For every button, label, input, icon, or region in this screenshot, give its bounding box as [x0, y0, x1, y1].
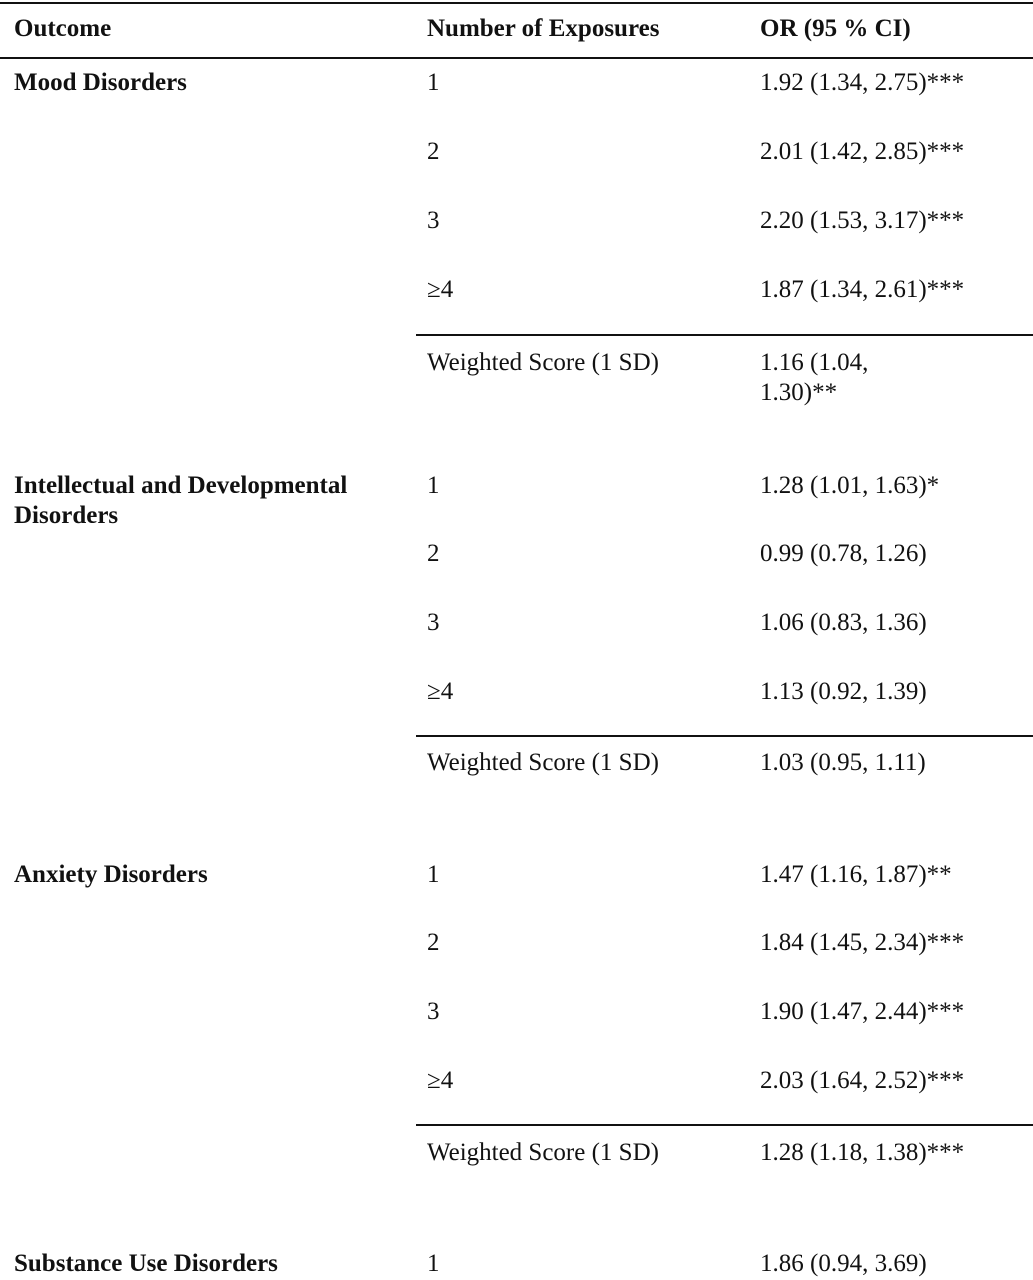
odds-ratio-ci: 1.06 (0.83, 1.36)	[760, 609, 927, 636]
odds-ratio-ci-continued: 1.30)**	[760, 379, 838, 406]
outcome-label: Substance Use Disorders	[14, 1250, 278, 1277]
exposure-count: 1	[427, 69, 440, 96]
outcome-label: Intellectual and Developmental	[14, 472, 348, 499]
weighted-score-label: Weighted Score (1 SD)	[427, 349, 659, 376]
odds-ratio-ci: 1.84 (1.45, 2.34)***	[760, 929, 965, 956]
header-or-ci: OR (95 % CI)	[760, 15, 911, 42]
odds-ratio-ci: 1.87 (1.34, 2.61)***	[760, 276, 965, 303]
outcome-label: Anxiety Disorders	[14, 861, 208, 888]
odds-ratio-ci: 1.03 (0.95, 1.11)	[760, 749, 926, 776]
odds-ratio-ci: 1.28 (1.18, 1.38)***	[760, 1139, 965, 1166]
section-rule	[416, 334, 1033, 336]
table-header-rule	[0, 57, 1033, 59]
weighted-score-label: Weighted Score (1 SD)	[427, 1139, 659, 1166]
odds-ratio-ci: 0.99 (0.78, 1.26)	[760, 540, 927, 567]
outcome-label: Mood Disorders	[14, 69, 187, 96]
odds-ratio-ci: 1.90 (1.47, 2.44)***	[760, 998, 965, 1025]
exposure-count: ≥4	[427, 276, 454, 303]
odds-ratio-ci: 1.92 (1.34, 2.75)***	[760, 69, 965, 96]
exposure-count: 2	[427, 138, 440, 165]
header-number-of-exposures: Number of Exposures	[427, 15, 660, 42]
header-outcome: Outcome	[14, 15, 112, 42]
exposure-count: 3	[427, 998, 440, 1025]
exposure-count: 1	[427, 1250, 440, 1277]
exposure-count: 3	[427, 207, 440, 234]
exposure-count: 2	[427, 540, 440, 567]
weighted-score-label: Weighted Score (1 SD)	[427, 749, 659, 776]
exposure-count: 1	[427, 861, 440, 888]
exposure-count: 2	[427, 929, 440, 956]
odds-ratio-ci: 1.16 (1.04,	[760, 349, 869, 376]
section-rule	[416, 1124, 1033, 1126]
exposure-count: 3	[427, 609, 440, 636]
odds-ratio-ci: 1.86 (0.94, 3.69)	[760, 1250, 927, 1277]
exposure-count: ≥4	[427, 1067, 454, 1094]
outcome-label-continued: Disorders	[14, 502, 119, 529]
odds-ratio-ci: 2.03 (1.64, 2.52)***	[760, 1067, 965, 1094]
section-rule	[416, 735, 1033, 737]
odds-ratio-ci: 1.28 (1.01, 1.63)*	[760, 472, 940, 499]
exposure-count: 1	[427, 472, 440, 499]
table-top-rule	[0, 2, 1033, 4]
odds-ratio-ci: 2.01 (1.42, 2.85)***	[760, 138, 965, 165]
odds-ratio-ci: 1.13 (0.92, 1.39)	[760, 678, 927, 705]
odds-ratio-ci: 1.47 (1.16, 1.87)**	[760, 861, 952, 888]
exposure-count: ≥4	[427, 678, 454, 705]
odds-ratio-ci: 2.20 (1.53, 3.17)***	[760, 207, 965, 234]
